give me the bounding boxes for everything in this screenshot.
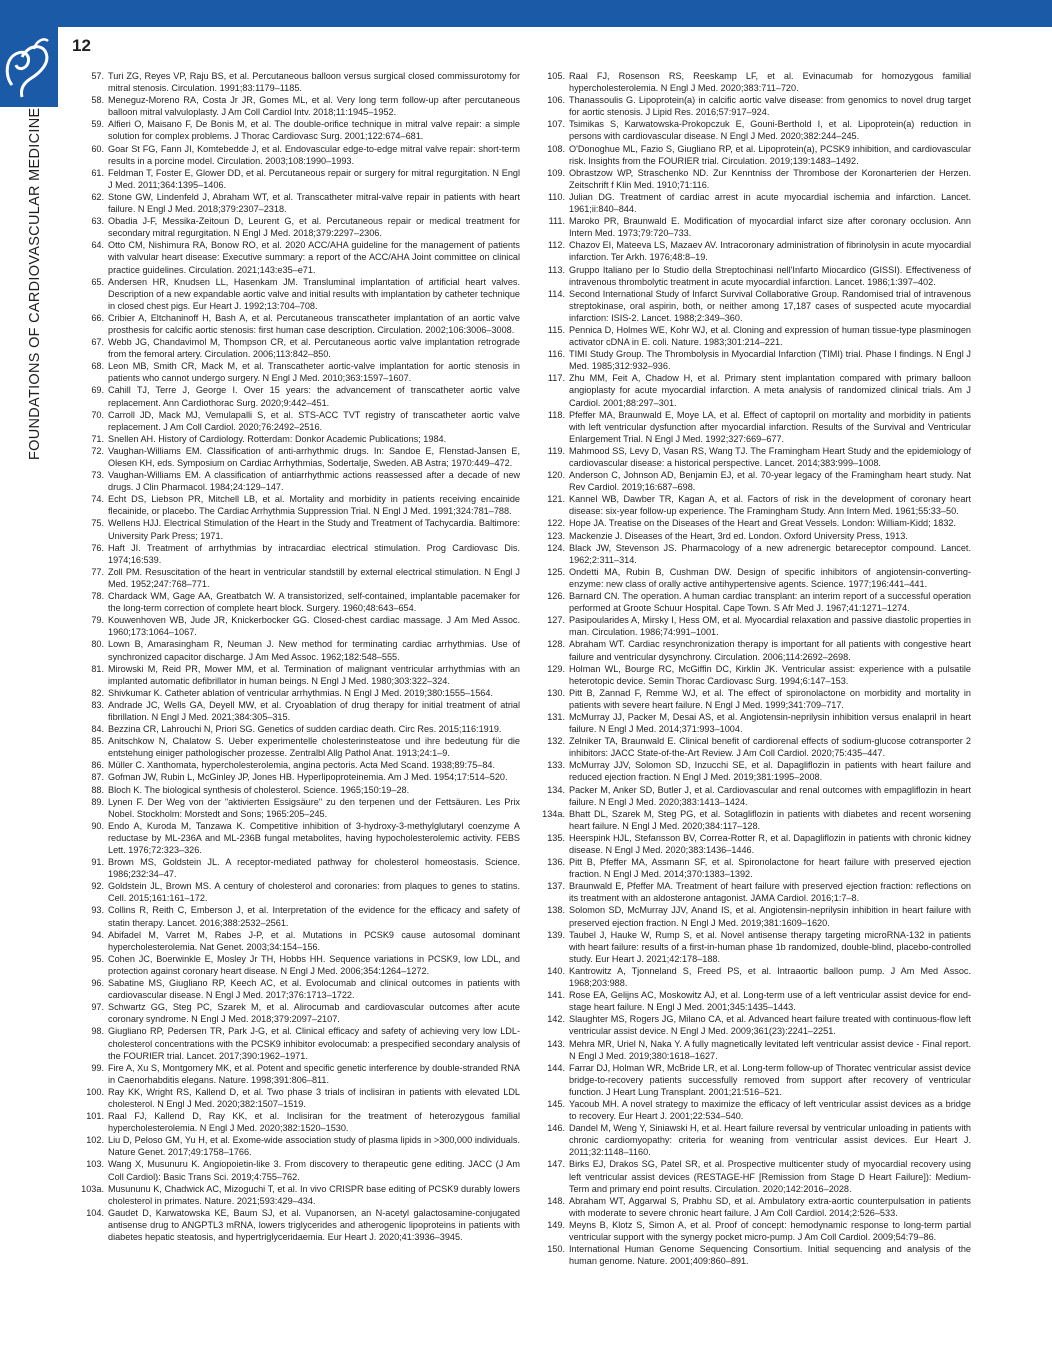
reference-text: Pennica D, Holmes WE, Kohr WJ, et al. Cloning and expression of human tissue-type plasminogen activator cDNA in E. coli. Nature. 1983;301:214–221. <box>569 324 971 348</box>
reference-number: 121. <box>547 494 565 505</box>
reference-text: Ray KK, Wright RS, Kallend D, et al. Two phase 3 trials of inclisiran in patients with elevated LDL cholesterol. N Engl J Med. 2020;382:1507–1519. <box>108 1086 520 1109</box>
reference-text: Rose EA, Gelijns AC, Moskowitz AJ, et al. Long-term use of a left ventricular assist device for end-stage heart failure. N Engl J Med. 2001;345:1435–1443. <box>569 990 971 1013</box>
reference-number: 71. <box>91 433 104 444</box>
reference-text: Zhu MM, Feit A, Chadow H, et al. Primary stent implantation compared with primary balloon angioplasty for acute myocardial infarction. A meta analysis of randomized clinical trials. Am J Cardiol. 2001;88:297–301. <box>569 373 971 408</box>
reference-text: Wellens HJJ. Electrical Stimulation of the Heart in the Study and Treatment of Tachycardia. Baltimore: University Park Press; 1971. <box>108 518 520 541</box>
reference-entry <box>80 384 520 408</box>
reference-text: Bhatt DL, Szarek M, Steg PG, et al. Sotagliflozin in patients with diabetes and recent worsening heart failure. N Engl J Med. 2020;384:117–128. <box>569 808 971 831</box>
reference-entry <box>80 820 520 856</box>
reference-text: Carroll JD, Mack MJ, Vemulapalli S, et al. STS-ACC TVT registry of transcatheter aortic valve replacement. J Am Coll Cardiol. 2020;76:2492–2516. <box>108 409 520 432</box>
reference-entry <box>541 264 971 288</box>
reference-text: Birks EJ, Drakos SG, Patel SR, et al. Prospective multicenter study of myocardial recovery using left ventricular assist devices (RESTAGE-HF [Remission from Stage D Heart Failure]): Medium-Term and primary end point results. Circulation. 2020;142:2016–2028. <box>569 1159 971 1194</box>
reference-number: 97. <box>91 1002 104 1013</box>
reference-text: Bezzina CR, Lahrouchi N, Priori SG. Genetics of sudden cardiac death. Circ Res. 2015;116:1919. <box>108 724 502 735</box>
reference-number: 106. <box>547 95 565 106</box>
reference-number: 112. <box>547 240 565 251</box>
reference-entry <box>80 1110 520 1134</box>
reference-entry <box>541 759 971 783</box>
reference-number: 78. <box>91 591 104 602</box>
reference-entry <box>541 929 971 965</box>
reference-number: 113. <box>547 264 565 275</box>
reference-entry <box>80 409 520 433</box>
reference-entry <box>541 832 971 856</box>
reference-text: Brown MS, Goldstein JL. A receptor-mediated pathway for cholesterol homeostasis. Science. 1986;232:34–47. <box>108 857 520 880</box>
reference-entry <box>80 759 520 771</box>
reference-entry <box>541 517 971 529</box>
reference-number: 131. <box>547 711 565 722</box>
reference-text: Musununu K, Chadwick AC, Mizoguchi T, et al. In vivo CRISPR base editing of PCSK9 durably lowers cholesterol in primates. Nature. 2021;593:429–434. <box>108 1183 520 1206</box>
reference-number: 100. <box>86 1086 104 1097</box>
reference-text: Taubel J, Hauke W, Rump S, et al. Novel antisense therapy targeting microRNA-132 in patients with heart failure: results of a first-in-human phase 1b randomized, double-blind, placebo-controlled study. Eur Heart J. 2021;42:178–188. <box>569 929 971 964</box>
reference-text: Turi ZG, Reyes VP, Raju BS, et al. Percutaneous balloon versus surgical closed commissurotomy for mitral stenosis. Circulation. 1991;83:1179–1185. <box>108 71 520 94</box>
reference-number: 129. <box>547 663 565 674</box>
reference-number: 111. <box>548 216 565 227</box>
reference-entry <box>541 590 971 614</box>
reference-number: 70. <box>91 409 104 420</box>
reference-text: Chazov EI, Mateeva LS, Mazaev AV. Intracoronary administration of fibrinolysin in acute myocardial infarction. Ter Arkh. 1976;48:8–19. <box>569 240 971 263</box>
reference-text: Feldman T, Foster E, Glower DD, et al. Percutaneous repair or surgery for mitral regurgitation. N Engl J Med. 2011;364:1395–1406. <box>108 167 520 190</box>
reference-text: Raal FJ, Kallend D, Ray KK, et al. Inclisiran for the treatment of heterozygous familial hypercholesterolemia. N Engl J Med. 2020;382:1520–1530. <box>108 1111 520 1134</box>
reference-number: 60. <box>91 143 104 154</box>
reference-text: Fire A, Xu S, Montgomery MK, et al. Potent and specific genetic interference by double-stranded RNA in Caenorhabditis elegans. Nature. 1998;391:806–811. <box>108 1062 520 1085</box>
reference-number: 96. <box>91 978 104 989</box>
reference-number: 101. <box>86 1111 104 1122</box>
reference-number: 134. <box>547 784 565 795</box>
reference-text: Braunwald E, Pfeffer MA. Treatment of heart failure with preserved ejection fraction: reflections on its treatment with an aldosterone antagonist. JAMA Cardiol. 2016;1:7–8. <box>569 881 971 904</box>
reference-entry <box>80 904 520 928</box>
reference-entry <box>80 687 520 699</box>
reference-number: 61. <box>91 167 104 178</box>
reference-text: Gruppo Italiano per lo Studio della Streptochinasi nell'Infarto Miocardico (GISSI). Effectiveness of intravenous thrombolytic treatment in acute myocardial infarction. Lancet. 1986;1:397–402. <box>569 264 971 287</box>
reference-entry <box>80 699 520 723</box>
reference-entry <box>541 1098 971 1122</box>
reference-text: Obadia J-F, Messika-Zeitoun D, Leurent G, et al. Percutaneous repair or medical treatment for secondary mitral regurgitation. N Engl J Med. 2018;379:2297–2306. <box>108 216 520 239</box>
reference-entry <box>541 94 971 118</box>
reference-number: 77. <box>91 566 104 577</box>
reference-entry <box>541 215 971 239</box>
reference-entry <box>80 1158 520 1182</box>
reference-entry <box>80 566 520 590</box>
reference-number: 119. <box>547 445 565 456</box>
reference-entry <box>80 929 520 953</box>
reference-text: Leon MB, Smith CR, Mack M, et al. Transcatheter aortic-valve implantation for aortic stenosis in patients who cannot undergo surgery. N Engl J Med. 2010;363:1597–1607. <box>108 361 520 384</box>
reference-number: 69. <box>91 385 104 396</box>
reference-entry <box>80 784 520 796</box>
reference-entry <box>541 469 971 493</box>
reference-entry <box>80 663 520 687</box>
reference-entry <box>80 276 520 312</box>
reference-entry <box>541 614 971 638</box>
reference-number: 75. <box>91 518 104 529</box>
reference-entry <box>80 360 520 384</box>
reference-text: Black JW, Stevenson JS. Pharmacology of a new adrenergic betareceptor compound. Lancet. 1962;2:311–314. <box>569 542 971 565</box>
reference-text: McMurray JJV, Solomon SD, Inzucchi SE, et al. Dapagliflozin in patients with heart failure and reduced ejection fraction. N Engl J Med. 2019;381:1995–2008. <box>569 760 971 783</box>
reference-text: Anderson C, Johnson AD, Benjamin EJ, et al. 70-year legacy of the Framingham heart study. Nat Rev Cardiol. 2019;16:687–698. <box>569 470 971 493</box>
logo-corner <box>0 27 58 107</box>
reference-text: Packer M, Anker SD, Butler J, et al. Cardiovascular and renal outcomes with empagliflozin in heart failure. N Engl J Med. 2020;383:1413–1424. <box>569 784 971 807</box>
reference-entry <box>80 433 520 445</box>
reference-entry <box>541 1219 971 1243</box>
reference-number: 110. <box>547 191 565 202</box>
reference-number: 146. <box>547 1123 565 1134</box>
reference-number: 122. <box>547 518 565 529</box>
reference-text: Anitschkow N, Chalatow S. Ueber experimentelle cholesterinsteatose und ihre bedeutung für die entstehung einiger pathologischer prozesse. Zentralbl Allg Pathol Anat. 1913;24:1–9. <box>108 736 520 759</box>
reference-number: 115. <box>547 324 565 335</box>
reference-entry <box>80 70 520 94</box>
reference-number: 83. <box>91 699 104 710</box>
reference-text: Pfeffer MA, Braunwald E, Moye LA, et al. Effect of captopril on mortality and morbidity in patients with left ventricular dysfunction after myocardial infarction. Results of the Survival and Ventricular Enlargement Trial. N Engl J Med. 1992;327:669–677. <box>569 409 971 444</box>
reference-entry <box>80 517 520 541</box>
reference-entry <box>541 1013 971 1037</box>
reference-entry <box>80 469 520 493</box>
reference-text: Cohen JC, Boerwinkle E, Mosley Jr TH, Hobbs HH. Sequence variations in PCSK9, low LDL, and protection against coronary heart disease. N Engl J Med. 2006;354:1264–1272. <box>108 953 520 976</box>
reference-text: Cribier A, Eltchaninoff H, Bash A, et al. Percutaneous transcatheter implantation of an aortic valve prosthesis for calcific aortic stenosis: first human case description. Circulation. 2002;106:3006–3008. <box>108 312 520 335</box>
reference-number: 140. <box>547 965 565 976</box>
reference-entry <box>80 1183 520 1207</box>
reference-text: Farrar DJ, Holman WR, McBride LR, et al. Long-term follow-up of Thoratec ventricular assist device bridge-to-recovery patients successfully removed from support after recovery of ventricular function. J Heart Lung Transplant. 2001;21:516–521. <box>569 1062 971 1097</box>
reference-entry <box>541 348 971 372</box>
reference-entry <box>541 143 971 167</box>
reference-number: 138. <box>547 905 565 916</box>
reference-number: 143. <box>547 1038 565 1049</box>
reference-number: 68. <box>91 361 104 372</box>
reference-entry <box>80 614 520 638</box>
reference-entry <box>541 372 971 408</box>
reference-entry <box>80 167 520 191</box>
reference-number: 117. <box>547 373 565 384</box>
reference-number: 107. <box>547 119 565 130</box>
reference-text: Chardack WM, Gage AA, Greatbatch W. A transistorized, self-contained, implantable pacemaker for the long-term correction of complete heart block. Surgery. 1960;48:643–654. <box>108 591 520 614</box>
reference-number: 85. <box>91 736 104 747</box>
reference-text: Mehra MR, Uriel N, Naka Y. A fully magnetically levitated left ventricular assist device - Final report. N Engl J Med. 2019;380:1618–1627. <box>569 1038 971 1061</box>
reference-text: Schwartz GG, Steg PC, Szarek M, et al. Alirocumab and cardiovascular outcomes after acute coronary syndrome. N Engl J Med. 2018;379:2097–2107. <box>108 1002 520 1025</box>
reference-number: 147. <box>547 1159 565 1170</box>
reference-entry <box>80 118 520 142</box>
reference-text: Alfieri O, Maisano F, De Bonis M, et al. The double-orifice technique in mitral valve repair: a simple solution for complex problems. J Thorac Cardiovasc Surg. 2001;122:674–681. <box>108 119 520 142</box>
reference-entry <box>541 784 971 808</box>
reference-entry <box>80 880 520 904</box>
reference-entry <box>541 989 971 1013</box>
reference-entry <box>541 70 971 94</box>
reference-entry <box>541 856 971 880</box>
reference-number: 94. <box>91 929 104 940</box>
reference-text: Ondetti MA, Rubin B, Cushman DW. Design of specific inhibitors of angiotensin-converting-enzyme: new class of orally active antihypertensive agents. Science. 1977;196:441–441. <box>569 566 971 589</box>
reference-text: O'Donoghue ML, Fazio S, Giugliano RP, et al. Lipoprotein(a), PCSK9 inhibition, and cardiovascular risk. Insights from the FOURIER trial. Circulation. 2019;139:1483–1492. <box>569 143 971 166</box>
reference-text: Raal FJ, Rosenson RS, Reeskamp LF, et al. Evinacumab for homozygous familial hypercholesterolemia. N Engl J Med. 2020;383:711–720. <box>569 71 971 94</box>
reference-entry <box>80 1001 520 1025</box>
reference-entry <box>80 856 520 880</box>
reference-number: 126. <box>547 591 565 602</box>
reference-text: Mahmood SS, Levy D, Vasan RS, Wang TJ. The Framingham Heart Study and the epidemiology of cardiovascular disease: a historical perspective. Lancet. 2014;383:999–1008. <box>569 445 971 468</box>
reference-entry <box>541 904 971 928</box>
reference-number: 59. <box>91 119 104 130</box>
reference-text: Haft JI. Treatment of arrhythmias by intracardiac electrical stimulation. Prog Cardiovasc Dis. 1974;16:539. <box>108 542 520 565</box>
reference-number: 90. <box>91 820 104 831</box>
reference-text: Barnard CN. The operation. A human cardiac transplant: an interim report of a successful operation performed at Groote Schuur Hospital. Cape Town. S Afr Med J. 1967;41:1271–1274. <box>569 591 971 614</box>
reference-text: Echt DS, Liebson PR, Mitchell LB, et al. Mortality and morbidity in patients receiving encainide flecainide, or placebo. The Cardiac Arrhythmia Suppression Trial. N Engl J Med. 1991;324:781–788. <box>108 494 520 517</box>
reference-text: Second International Study of Infarct Survival Collaborative Group. Randomised trial of intravenous streptokinase, oral aspirin, both, or neither among 17,187 cases of suspected acute myocardial infarction: ISIS-2. Lancet. 1988;2:349–360. <box>569 288 971 323</box>
reference-text: Mirowski M, Reid PR, Mower MM, et al. Termination of malignant ventricular arrhythmias with an implanted automatic defibrillator in human beings. N Engl J Med. 1980;303:322–324. <box>108 663 520 686</box>
reference-text: Stone GW, Lindenfeld J, Abraham WT, et al. Transcatheter mitral-valve repair in patients with heart failure. N Engl J Med. 2018;379:2307–2318. <box>108 191 520 215</box>
reference-entry <box>80 590 520 614</box>
reference-text: Collins R, Reith C, Emberson J, et al. Interpretation of the evidence for the efficacy and safety of statin therapy. Lancet. 2016;388:2532–2561. <box>108 905 520 928</box>
reference-text: Kouwenhoven WB, Jude JR, Knickerbocker GG. Closed-chest cardiac massage. J Am Med Assoc. 1960;173:1064–1067. <box>108 615 520 638</box>
reference-text: Abifadel M, Varret M, Rabes J-P, et al. Mutations in PCSK9 cause autosomal dominant hypercholesterolemia. Nat Genet. 2003;34:154–156. <box>108 929 520 952</box>
reference-entry <box>80 1086 520 1110</box>
reference-number: 92. <box>91 881 104 892</box>
reference-text: Snellen AH. History of Cardiology. Rotterdam: Donkor Academic Publications; 1984. <box>108 433 447 444</box>
reference-text: Kantrowitz A, Tjonneland S, Freed PS, et al. Intraaortic balloon pump. J Am Med Assoc. 1968;203:988. <box>569 965 971 989</box>
reference-entry <box>541 288 971 324</box>
reference-number: 145. <box>547 1098 565 1109</box>
reference-text: Abraham WT. Cardiac resynchronization therapy is important for all patients with congestive heart failure and ventricular dysynchrony. Circulation. 2006;114:2692–2698. <box>569 639 971 662</box>
reference-number: 86. <box>91 760 104 771</box>
reference-entry <box>541 638 971 662</box>
reference-entry <box>541 493 971 517</box>
reference-number: 74. <box>91 494 104 505</box>
reference-text: Andrade JC, Wells GA, Deyell MW, et al. Cryoablation of drug therapy for initial treatment of atrial fibrillation. N Engl J Med. 2021;384:305–315. <box>108 699 520 722</box>
reference-text: Gaudet D, Karwatowska KE, Baum SJ, et al. Vupanorsen, an N-acetyl galactosamine-conjugated antisense drug to ANGPTL3 mRNA, lowers triglycerides and atherogenic lipoproteins in patients with diabetes hepatic steatosis, and hypertriglyceridaemia. Eur Heart J. 2020;41:3936–3945. <box>108 1207 520 1242</box>
reference-number: 58. <box>91 95 104 106</box>
reference-number: 118. <box>547 409 565 420</box>
reference-number: 109. <box>547 167 565 178</box>
heart-logo-icon <box>0 27 58 107</box>
reference-number: 63. <box>91 216 104 227</box>
reference-text: Wang X, Musunuru K. Angiopoietin-like 3. From discovery to therapeutic gene editing. JACC (J Am Coll Cardiol): Basic Trans Sci. 2019;4:755–762. <box>108 1159 520 1182</box>
reference-entry <box>541 1195 971 1219</box>
reference-text: McMurray JJ, Packer M, Desai AS, et al. Angiotensin-neprilysin inhibition versus enalapril in heart failure. N Engl J Med. 2014;371:993–1004. <box>569 711 971 735</box>
reference-entry <box>541 1062 971 1098</box>
reference-number: 149. <box>547 1219 565 1230</box>
reference-number: 65. <box>91 276 104 287</box>
reference-text: Lynen F. Der Weg von der "aktivierten Essigsäure" zu den terpenen und der Fettsäuren. Les Prix Nobel. Stockholm: Morstedt and Sons; 1965:205–245. <box>108 796 520 819</box>
reference-entry <box>80 953 520 977</box>
reference-text: Maroko PR, Braunwald E. Modification of myocardial infarct size after coronary occlusion. Ann Intern Med. 1973;79:720–733. <box>569 216 971 239</box>
reference-text: Cahill TJ, Terre J, George I. Over 15 years: the advancement of transcatheter aortic valve replacement. Ann Cardiothorac Surg. 2020;9:442–451. <box>108 385 520 408</box>
reference-number: 91. <box>91 857 104 868</box>
reference-entry <box>80 796 520 820</box>
reference-text: Mackenzie J. Diseases of the Heart, 3rd ed. London. Oxford University Press, 1913. <box>569 530 908 541</box>
reference-entry <box>80 771 520 783</box>
reference-entry <box>80 1062 520 1086</box>
reference-entry <box>541 965 971 989</box>
reference-entry <box>541 191 971 215</box>
reference-number: 93. <box>91 905 104 916</box>
reference-number: 80. <box>91 639 104 650</box>
reference-number: 127. <box>547 615 565 626</box>
reference-text: Andersen HR, Knudsen LL, Hasenkam JM. Transluminal implantation of artificial heart valves. Description of a new expandable aortic valve and initial results with implantation by catheter technique in closed chest pigs. Eur Heart J. 1992;13:704–708. <box>108 276 520 311</box>
reference-number: 141. <box>547 990 565 1001</box>
reference-entry <box>541 409 971 445</box>
reference-entry <box>541 118 971 142</box>
reference-number: 81. <box>91 663 104 674</box>
reference-number: 73. <box>91 470 104 481</box>
reference-text: Slaughter MS, Rogers JG, Milano CA, et al. Advanced heart failure treated with continuous-flow left ventricular assist device. N Engl J Med. 2009;361(23):2241–2251. <box>569 1014 971 1037</box>
reference-number: 142. <box>547 1014 565 1025</box>
reference-text: Shivkumar K. Catheter ablation of ventricular arrhythmias. N Engl J Med. 2019;380:1555–1564. <box>108 687 493 698</box>
reference-number: 102. <box>86 1135 104 1146</box>
reference-entry <box>80 493 520 517</box>
reference-entry <box>80 143 520 167</box>
side-title-text: FOUNDATIONS OF CARDIOVASCULAR MEDICINE <box>27 107 43 460</box>
reference-text: Giugliano RP, Pedersen TR, Park J-G, et al. Clinical efficacy and safety of achieving very low LDL-cholesterol concentrations with the PCSK9 inhibitor evolocumab: a prespecified secondary analysis of the FOURIER trial. Lancet. 2017;390:1962–1971. <box>108 1026 520 1061</box>
reference-entry <box>80 239 520 275</box>
reference-number: 132. <box>547 736 565 747</box>
reference-entry <box>541 324 971 348</box>
reference-number: 67. <box>91 337 104 348</box>
reference-number: 98. <box>91 1026 104 1037</box>
reference-text: Abraham WT, Aggarwal S, Prabhu SD, et al. Ambulatory extra-aortic counterpulsation in patients with moderate to severe chronic heart failure. J Am Coll Cardiol. 2014;2:526–533. <box>569 1195 971 1218</box>
reference-number: 64. <box>91 240 104 251</box>
reference-number: 103a. <box>81 1183 104 1194</box>
reference-number: 57. <box>91 71 104 81</box>
reference-number: 128. <box>547 639 565 650</box>
reference-number: 135. <box>547 832 565 843</box>
reference-text: Goar St FG, Fann JI, Komtebedde J, et al. Endovascular edge-to-edge mitral valve repair: short-term results in a porcine model. Circulation. 2003;108:1990–1993. <box>108 143 520 166</box>
reference-entry <box>80 1134 520 1158</box>
reference-text: Zelniker TA, Braunwald E. Clinical benefit of cardiorenal effects of sodium-glucose cotransporter 2 inhibitors: JACC State-of-the-Art Review. J Am Coll Cardiol. 2020;75:435–447. <box>569 736 971 759</box>
reference-number: 95. <box>91 953 104 964</box>
reference-text: Zoll PM. Resuscitation of the heart in ventricular standstill by external electrical stimulation. N Engl J Med. 1952;247:768–771. <box>108 566 520 589</box>
reference-text: Endo A, Kuroda M, Tanzawa K. Competitive inhibition of 3-hydroxy-3-methylglutaryl coenzyme A reductase by ML-236A and ML-236B fungal metabolites, having hypocholesterolemic activity. FEBS Lett. 1976;72:323–326. <box>108 820 520 855</box>
reference-text: Webb JG, Chandavimol M, Thompson CR, et al. Percutaneous aortic valve implantation retrograde from the femoral artery. Circulation. 2006;113:842–850. <box>108 337 520 360</box>
reference-text: Müller C. Xanthomata, hypercholesterolemia, angina pectoris. Acta Med Scand. 1938;89:75–84. <box>108 760 496 771</box>
reference-text: Tsimikas S, Karwatowska-Prokopczuk E, Gouni-Berthold I, et al. Lipoprotein(a) reduction in persons with cardiovascular disease. N Engl J Med. 2020;382:244–245. <box>569 119 971 142</box>
reference-column-right <box>541 70 971 1267</box>
reference-entry <box>80 94 520 118</box>
reference-text: Otto CM, Nishimura RA, Bonow RO, et al. 2020 ACC/AHA guideline for the management of patients with valvular heart disease: Executive summary: a report of the ACC/AHA Joint committee on clinical practice guidelines. Circulation. 2021;143:e35–e71. <box>108 240 520 275</box>
reference-text: Pitt B, Zannad F, Remme WJ, et al. The effect of spironolactone on morbidity and mortality in patients with severe heart failure. N Engl J Med. 1999;341:709–717. <box>569 687 971 710</box>
reference-entry <box>541 1038 971 1062</box>
reference-entry <box>80 723 520 735</box>
reference-text: International Human Genome Sequencing Consortium. Initial sequencing and analysis of the human genome. Nature. 2001;409:860–891. <box>569 1244 971 1267</box>
reference-number: 76. <box>91 542 104 553</box>
reference-text: Lown B, Amarasingham R, Neuman J. New method for terminating cardiac arrhythmias. Use of synchronized capacitor discharge. J Am Med Assoc. 1962;182:548–555. <box>108 639 520 662</box>
top-banner <box>0 0 1052 27</box>
reference-text: Yacoub MH. A novel strategy to maximize the efficacy of left ventricular assist devices as a bridge to recovery. Eur Heart J. 2001;22:534–540. <box>569 1098 971 1122</box>
reference-text: Pitt B, Pfeffer MA, Assmann SF, et al. Spironolactone for heart failure with preserved ejection fraction. N Engl J Med. 2014;370:1383–1392. <box>569 857 971 880</box>
reference-number: 137. <box>547 881 565 892</box>
reference-text: Obrastzow WP, Straschenko ND. Zur Kenntniss der Thrombose der Koronarterien der Herzen. Zeitschrift f Klin Med. 1910;71:116. <box>569 167 971 190</box>
reference-text: Gofman JW, Rubin L, McGinley JP, Jones HB. Hyperlipoproteinemia. Am J Med. 1954;17:514–520. <box>108 772 508 783</box>
reference-text: Vaughan-Williams EM. Classification of anti-arrhythmic drugs. In: Sandoe E, Flenstad-Jansen E, Olesen KH, eds. Symposium on Cardiac Arrhythmias, Sodertalje, Sweden. AB Astra; 1970:449–472. <box>108 445 520 468</box>
reference-number: 84. <box>91 724 104 735</box>
reference-entry <box>80 312 520 336</box>
reference-text: Bloch K. The biological synthesis of cholesterol. Science. 1965;150:19–28. <box>108 784 410 795</box>
reference-entry <box>80 1025 520 1061</box>
reference-number: 79. <box>91 615 104 626</box>
reference-text: Liu D, Peloso GM, Yu H, et al. Exome-wide association study of plasma lipids in >300,000 individuals. Nature Genet. 2017;49:1758–1766. <box>108 1135 520 1158</box>
reference-number: 89. <box>91 796 104 807</box>
page-number: 12 <box>72 36 91 55</box>
reference-entry <box>80 735 520 759</box>
reference-number: 104. <box>86 1207 104 1218</box>
reference-number: 99. <box>91 1062 104 1073</box>
reference-number: 148. <box>547 1195 565 1206</box>
reference-text: Sabatine MS, Giugliano RP, Keech AC, et al. Evolocumab and clinical outcomes in patients with cardiovascular disease. N Engl J Med. 2017;376:1713–1722. <box>108 978 520 1001</box>
reference-entry <box>541 687 971 711</box>
reference-text: Meneguz-Moreno RA, Costa Jr JR, Gomes ML, et al. Very long term follow-up after percutaneous balloon mitral valvuloplasty. J Am Coll Cardiol Intv. 2018;11:1945–1952. <box>108 95 520 118</box>
reference-text: Heerspink HJL, Stefansson BV, Correa-Rotter R, et al. Dapagliflozin in patients with chronic kidney disease. N Engl J Med. 2020;383:1436–1446. <box>569 832 971 855</box>
reference-text: Kannel WB, Dawber TR, Kagan A, et al. Factors of risk in the development of coronary heart disease: six-year follow-up experience. The Framingham Study. Ann Intern Med. 1961;55:33–50. <box>569 494 971 517</box>
reference-text: Thanassoulis G. Lipoprotein(a) in calcific aortic valve disease: from genomics to novel drug target for aortic stenosis. J Lipid Res. 2016;57:917–924. <box>569 95 971 118</box>
reference-entry <box>541 530 971 542</box>
reference-number: 136. <box>547 857 565 868</box>
reference-number: 72. <box>91 445 104 456</box>
reference-entry <box>80 1207 520 1243</box>
reference-number: 120. <box>547 470 565 481</box>
reference-entry <box>80 445 520 469</box>
reference-number: 133. <box>547 760 565 771</box>
reference-number: 103. <box>86 1159 104 1170</box>
reference-number: 82. <box>91 687 104 698</box>
reference-text: Dandel M, Weng Y, Siniawski H, et al. Heart failure reversal by ventricular unloading in patients with chronic cardiomyopathy: criteria for weaning from ventricular assist devices. Eur Heart J. 2011;32:1148–1160. <box>569 1123 971 1158</box>
reference-entry <box>541 239 971 263</box>
reference-text: Meyns B, Klotz S, Simon A, et al. Proof of concept: hemodynamic response to long-term partial ventricular support with the synergy pocket micro-pump. J Am Coll Cardiol. 2009;54:79–86. <box>569 1219 971 1242</box>
reference-text: Goldstein JL, Brown MS. A century of cholesterol and coronaries: from plaques to genes to statins. Cell. 2015;161:161–172. <box>108 881 520 904</box>
reference-text: Holman WL, Bourge RC, McGiffin DC, Kirklin JK. Ventricular assist: experience with a pulsatile heterotopic device. Semin Thorac Cardiovasc Surg. 1994;6:147–153. <box>569 663 971 686</box>
reference-entry <box>80 215 520 239</box>
reference-number: 62. <box>91 191 104 202</box>
reference-entry <box>541 880 971 904</box>
reference-entry <box>80 191 520 215</box>
reference-number: 123. <box>547 530 565 541</box>
reference-number: 66. <box>91 312 104 323</box>
reference-number: 105. <box>547 71 565 81</box>
reference-number: 114. <box>547 288 565 299</box>
reference-number: 144. <box>547 1062 565 1073</box>
reference-entry <box>80 638 520 662</box>
reference-entry <box>80 977 520 1001</box>
reference-text: Vaughan-Williams EM. A classification of antiarrhythmic actions reassessed after a decade of new drugs. J Clin Pharmacol. 1984;24:129–147. <box>108 470 520 493</box>
reference-number: 125. <box>547 566 565 577</box>
reference-text: TIMI Study Group. The Thrombolysis in Myocardial Infarction (TIMI) trial. Phase I findings. N Engl J Med. 1985;312:932–936. <box>569 349 971 372</box>
reference-entry <box>541 1122 971 1158</box>
reference-entry <box>80 336 520 360</box>
reference-text: Hope JA. Treatise on the Diseases of the Heart and Great Vessels. London: William-Kidd; 1832. <box>569 518 957 529</box>
reference-number: 130. <box>547 687 565 698</box>
reference-number: 150. <box>547 1244 565 1255</box>
reference-entry <box>541 1243 971 1267</box>
reference-text: Julian DG. Treatment of cardiac arrest in acute myocardial ischemia and infarction. Lancet. 1961;ii:840–844. <box>569 191 971 215</box>
reference-text: Solomon SD, McMurray JJV, Anand IS, et al. Angiotensin-neprilysin inhibition in heart failure with preserved ejection fraction. N Engl J Med. 2019;381:1609–1620. <box>569 905 971 928</box>
reference-number: 108. <box>547 143 565 154</box>
reference-number: 88. <box>91 784 104 795</box>
reference-entry <box>541 711 971 735</box>
reference-text: Pasipoularides A, Mirsky I, Hess OM, et al. Myocardial relaxation and passive diastolic properties in man. Circulation. 1986;74:991–1001. <box>569 615 971 638</box>
reference-entry <box>541 808 971 832</box>
reference-entry <box>541 542 971 566</box>
reference-entry <box>541 735 971 759</box>
reference-number: 87. <box>91 772 104 783</box>
reference-entry <box>541 167 971 191</box>
reference-entry <box>541 663 971 687</box>
reference-number: 134a. <box>542 808 565 819</box>
reference-number: 124. <box>547 542 565 553</box>
reference-entry <box>541 1158 971 1194</box>
reference-entry <box>541 445 971 469</box>
reference-number: 116. <box>547 349 565 360</box>
reference-number: 139. <box>547 929 565 940</box>
reference-entry <box>80 542 520 566</box>
reference-entry <box>541 566 971 590</box>
reference-column-left <box>80 70 520 1243</box>
